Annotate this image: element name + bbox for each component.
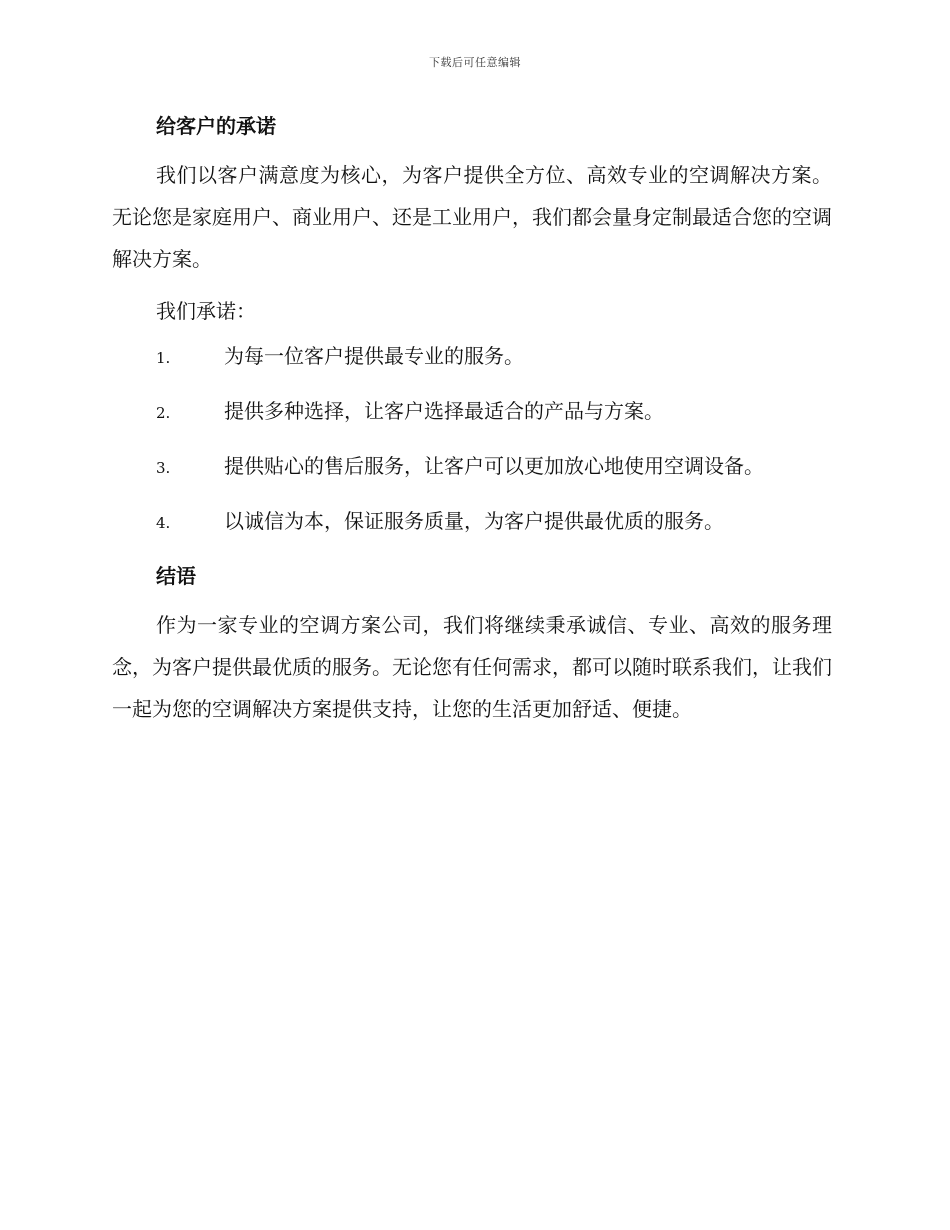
list-item-number: 2. — [156, 404, 171, 422]
list-item-number: 3. — [156, 459, 171, 477]
commitment-intro: 我们承诺： — [156, 299, 256, 323]
list-item — [112, 452, 832, 507]
list-item — [112, 507, 832, 562]
conclusion-paragraph: 作为一家专业的空调方案公司，我们将继续秉承诚信、专业、高效的服务理念，为客户提供最优质的服务。无论您有任何需求，都可以随时联系我们，让我们一起为您的空调解决方案提供支持，让您的生活更加舒适、便捷。 — [112, 613, 832, 721]
commitment-list — [112, 342, 832, 562]
list-item-text: 提供多种选择，让客户选择最适合的产品与方案。 — [224, 399, 664, 423]
section-title-conclusion: 结语 — [156, 564, 196, 588]
list-item-text: 提供贴心的售后服务，让客户可以更加放心地使用空调设备。 — [224, 454, 764, 478]
list-item — [112, 397, 832, 452]
list-item-number: 4. — [156, 514, 171, 532]
list-item-number: 1. — [156, 349, 171, 367]
list-item — [112, 342, 832, 397]
section-title-commitment: 给客户的承诺 — [156, 114, 276, 138]
list-item-text: 为每一位客户提供最专业的服务。 — [224, 344, 524, 368]
document-content — [112, 112, 832, 730]
header-note: 下载后可任意编辑 — [429, 56, 521, 69]
commitment-paragraph: 我们以客户满意度为核心，为客户提供全方位、高效专业的空调解决方案。无论您是家庭用户、商业用户、还是工业用户，我们都会量身定制最适合您的空调解决方案。 — [112, 163, 832, 271]
list-item-text: 以诚信为本，保证服务质量，为客户提供最优质的服务。 — [224, 509, 724, 533]
